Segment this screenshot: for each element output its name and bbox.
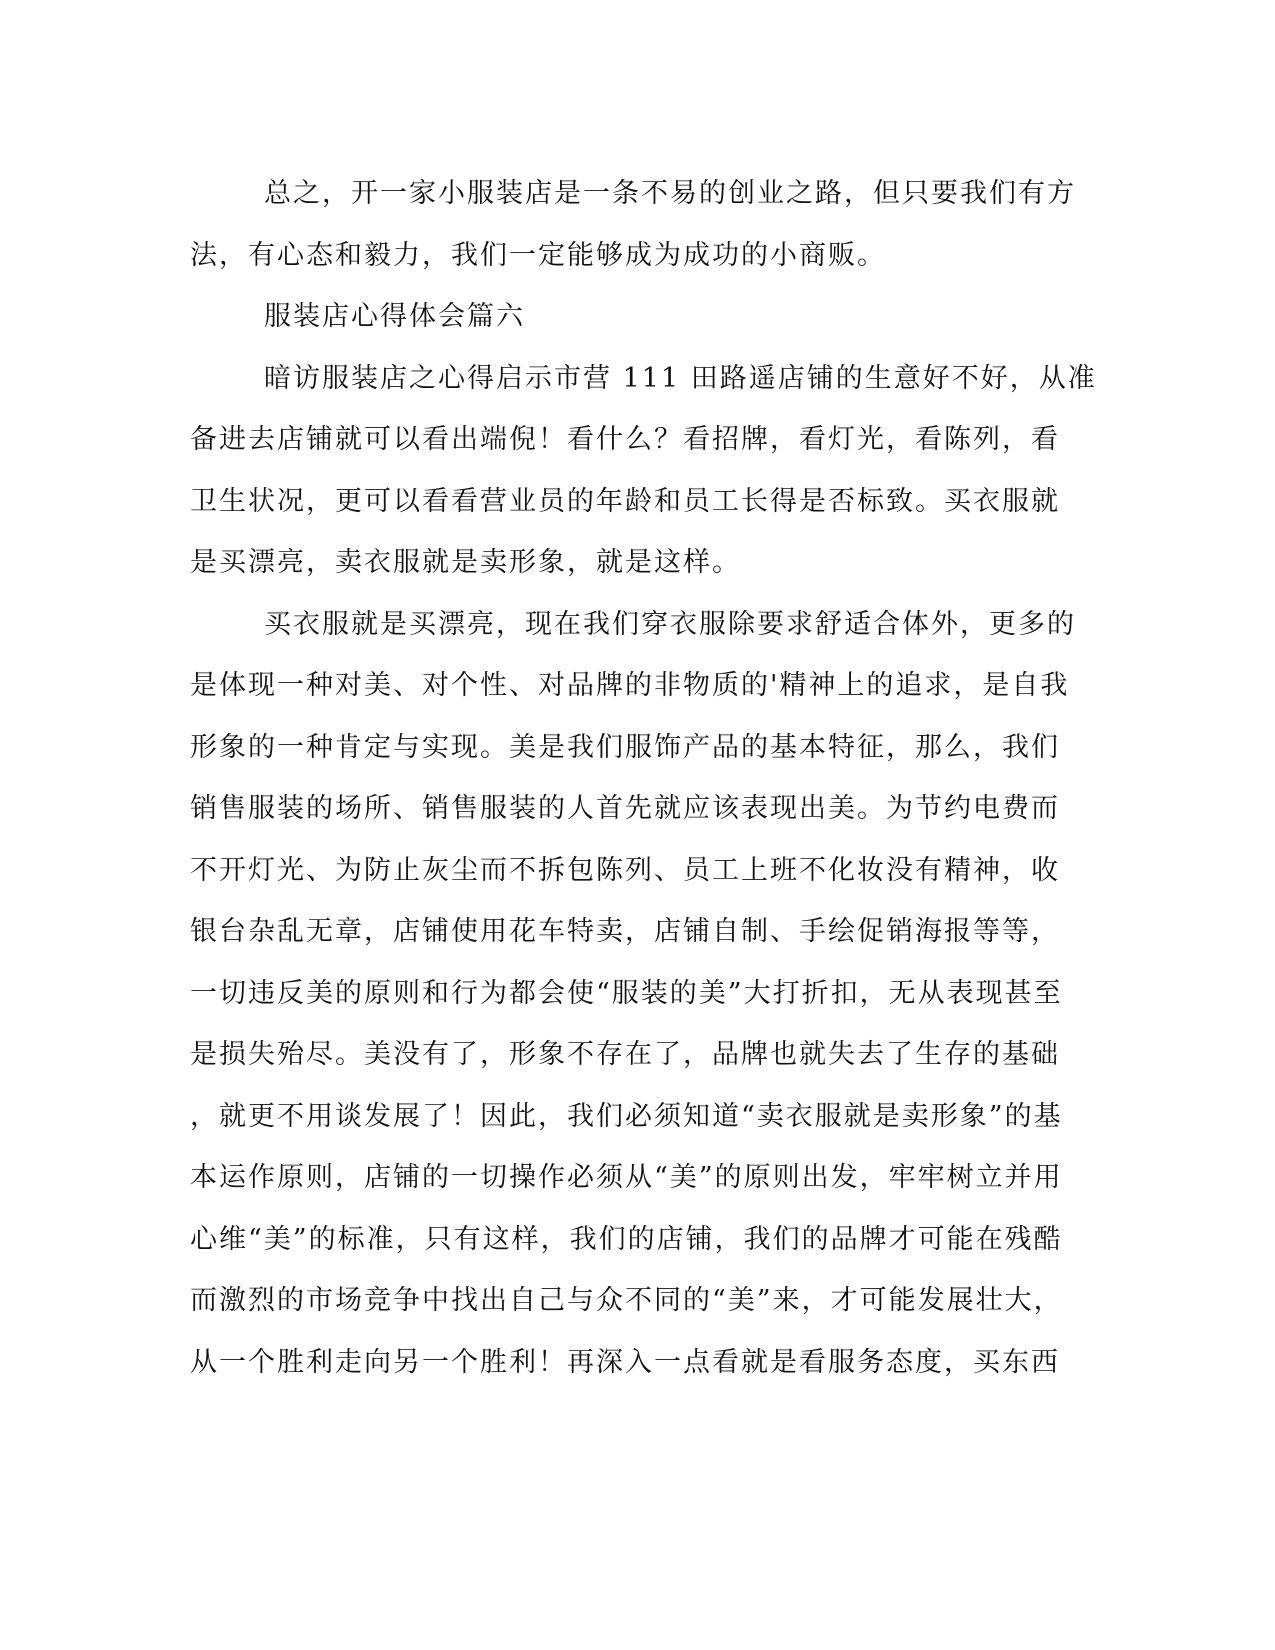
- paragraph-line: ，就更不用谈发展了！因此，我们必须知道“卖衣服就是卖形象”的基: [190, 1100, 1063, 1132]
- paragraph-line: 形象的一种肯定与实现。美是我们服饰产品的基本特征，那么，我们: [190, 731, 1060, 763]
- paragraph-line: 是损失殆尽。美没有了，形象不存在了，品牌也就失去了生存的基础: [190, 1039, 1060, 1070]
- paragraph-line: 总之，开一家小服装店是一条不易的创业之路，但只要我们有方: [264, 178, 1076, 209]
- paragraph-line: 一切违反美的原则和行为都会使“服装的美”大打折扣，无从表现甚至: [190, 977, 1063, 1009]
- paragraph-line: 买衣服就是买漂亮，现在我们穿衣服除要求舒适合体外，更多的: [264, 608, 1076, 640]
- paragraph-line: 是体现一种对美、对个性、对品牌的非物质的'精神上的追求，是自我: [190, 670, 1070, 701]
- paragraph-line: 从一个胜利走向另一个胜利！再深入一点看就是看服务态度，买东西: [190, 1346, 1060, 1378]
- paragraph-line: 本运作原则，店铺的一切操作必须从“美”的原则出发，牢牢树立并用: [190, 1162, 1063, 1193]
- paragraph-line: 而激烈的市场竞争中找出自己与众不同的“美”来，才可能发展壮大，: [190, 1285, 1063, 1316]
- paragraph-line: 销售服装的场所、销售服装的人首先就应该表现出美。为节约电费而: [190, 793, 1060, 824]
- document-body: [190, 163, 1097, 1393]
- section-heading: 服装店心得体会篇六: [264, 301, 525, 332]
- paragraph-line: 是买漂亮，卖衣服就是卖形象，就是这样。: [190, 547, 741, 578]
- paragraph-line: 备进去店铺就可以看出端倪！看什么？看招牌，看灯光，看陈列，看: [190, 424, 1060, 455]
- paragraph-line: 银台杂乱无章，店铺使用花车特卖，店铺自制、手绘促销海报等等，: [190, 916, 1060, 947]
- paragraph-line: 卫生状况，更可以看看营业员的年龄和员工长得是否标致。买衣服就: [190, 485, 1060, 517]
- paragraph-line: 心维“美”的标准，只有这样，我们的店铺，我们的品牌才可能在残酷: [190, 1223, 1063, 1255]
- paragraph-line: 不开灯光、为防止灰尘而不拆包陈列、员工上班不化妆没有精神，收: [190, 854, 1060, 886]
- paragraph-line: 法，有心态和毅力，我们一定能够成为成功的小商贩。: [190, 239, 886, 271]
- paragraph-line: 暗访服装店之心得启示市营 111 田路遥店铺的生意好不好，从准: [264, 362, 1097, 394]
